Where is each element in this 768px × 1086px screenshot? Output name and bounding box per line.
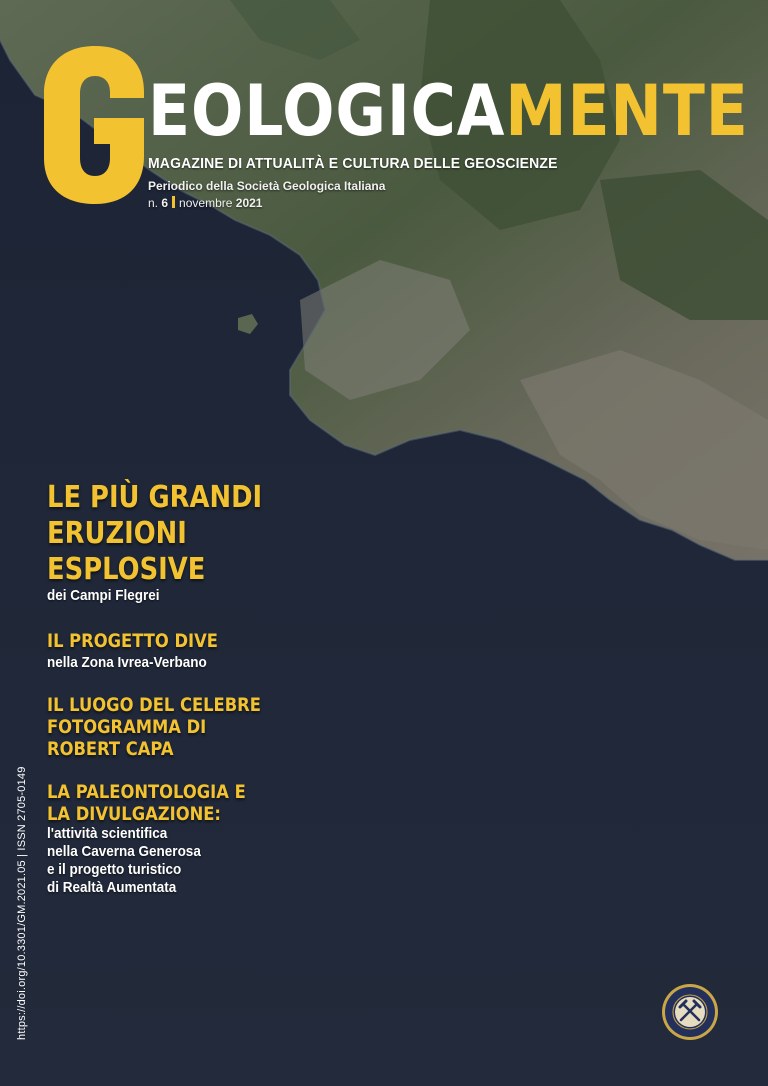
issue-line [148,196,262,210]
headline-eruzioni [47,480,262,588]
magazine-title [148,70,749,152]
headline-line: IL LUOGO DEL CELEBRE [47,694,261,716]
subhead-line: l'attività scientifica [47,825,168,842]
headline-line: LA DIVULGAZIONE: [47,803,221,825]
magazine-subtitle: MAGAZINE DI ATTUALITÀ E CULTURA DELLE GEOSCIENZE [148,155,558,172]
issue-separator [172,196,175,208]
issue-number: 6 [161,196,169,210]
subhead-line: di Realtà Aumentata [47,879,177,896]
subhead-campi-flegrei: dei Campi Flegrei [47,587,160,604]
issue-year: 2021 [235,196,263,210]
subhead-line: nella Caverna Generosa [47,843,201,860]
headline-line: LA PALEONTOLOGIA E [47,781,246,803]
headline-line: ESPLOSIVE [47,552,206,587]
headline-robert-capa [47,694,261,760]
title-part-yellow: MENTE [505,70,749,152]
society-seal-icon [661,983,719,1041]
publisher-line: Periodico della Società Geologica Italiana [148,179,386,193]
headline-line: FOTOGRAMMA DI [47,716,207,738]
doi-issn-vertical: https://doi.org/10.3301/GM.2021.05 | ISSN 2705-0149 [16,766,28,1040]
headline-progetto-dive: IL PROGETTO DIVE [47,630,218,652]
headline-line: ERUZIONI [47,516,187,551]
issue-prefix: n. [148,196,159,210]
headline-line: ROBERT CAPA [47,738,174,760]
subhead-line: e il progetto turistico [47,861,182,878]
issue-month: novembre [179,196,233,210]
subhead-caverna-generosa [47,825,201,897]
logo-g-icon [44,46,146,204]
subhead-ivrea-verbano: nella Zona Ivrea-Verbano [47,654,207,671]
headline-line: LE PIÙ GRANDI [47,480,263,515]
title-part-white: EOLOGICA [148,70,506,152]
headline-paleontologia [47,781,246,825]
